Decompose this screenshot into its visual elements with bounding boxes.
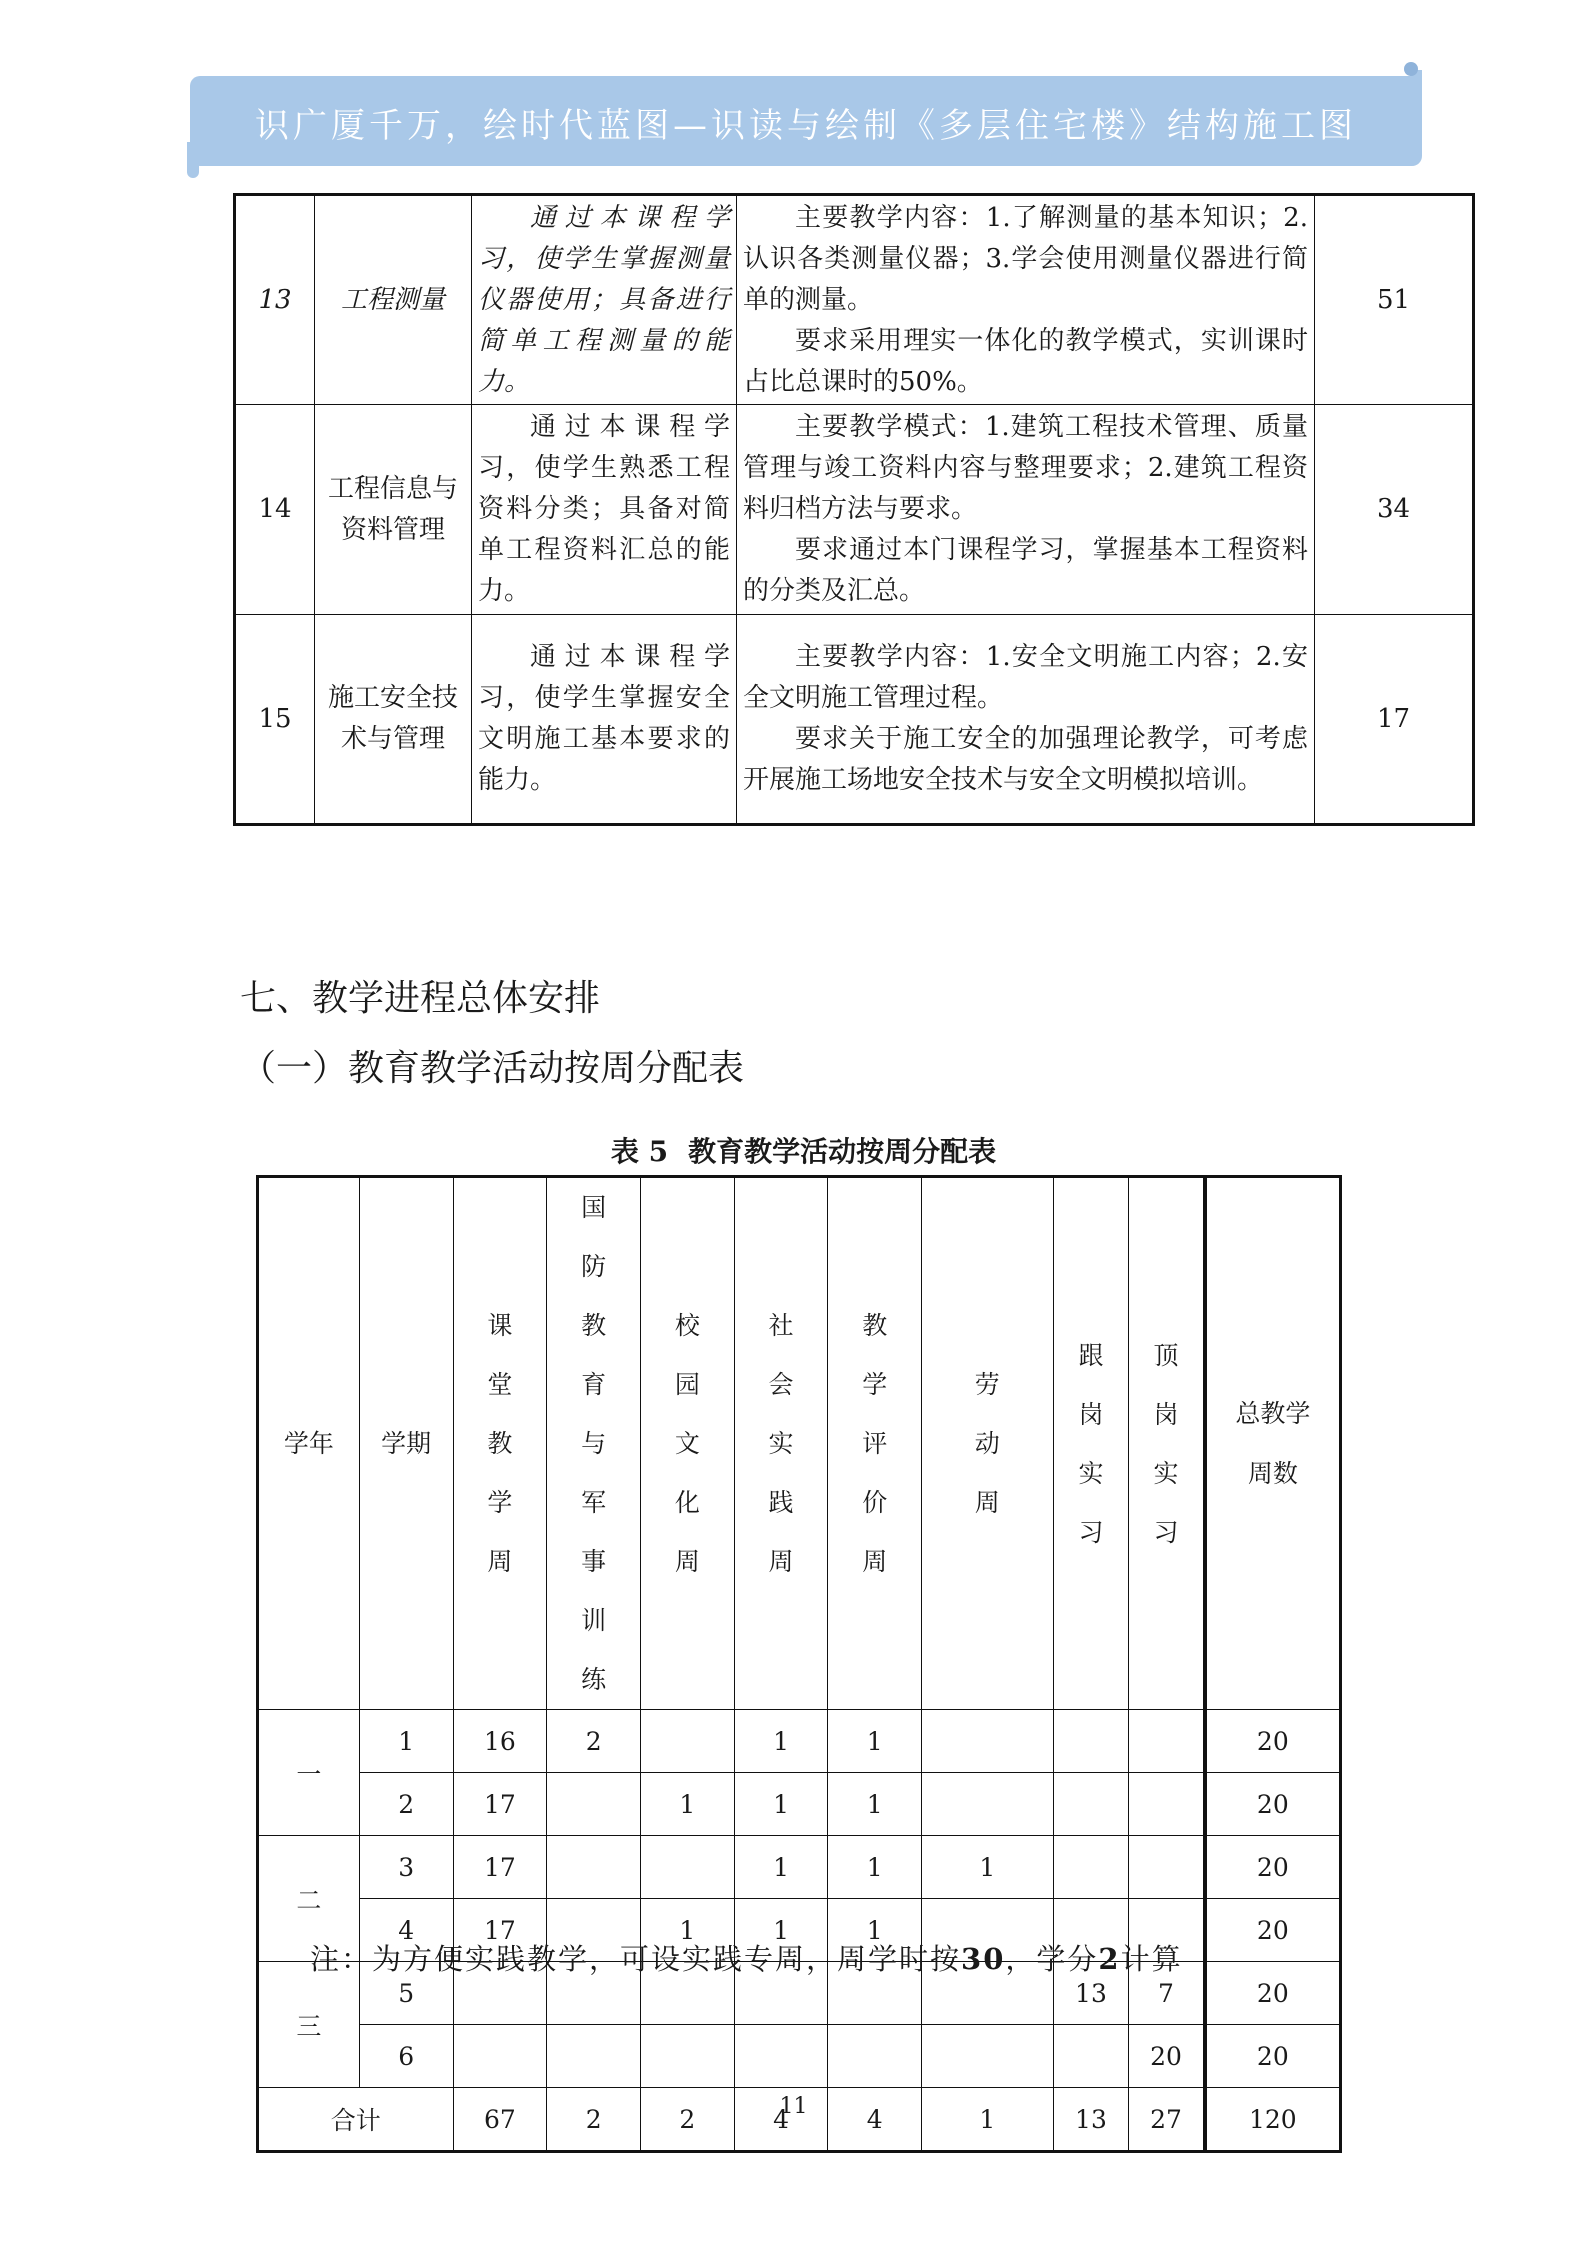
week-table-cell: 17 bbox=[453, 1836, 547, 1899]
section-heading: 七、教学进程总体安排 bbox=[240, 978, 601, 1019]
week-table-cell: 6 bbox=[359, 2025, 453, 2088]
note-credit: 2 bbox=[1098, 1942, 1121, 1976]
week-table-cell: 5 bbox=[359, 1962, 453, 2025]
week-table-cell: 1 bbox=[734, 1773, 828, 1836]
week-table-header-cell bbox=[258, 1177, 360, 1710]
week-table-cell bbox=[1129, 1773, 1205, 1836]
week-table-header-cell bbox=[734, 1177, 828, 1710]
sub-heading: （一）教育教学活动按周分配表 bbox=[240, 1048, 745, 1089]
week-table-cell bbox=[922, 1710, 1054, 1773]
note-prefix: 注：为方便实践教学，可设实践专周，周学时按 bbox=[310, 1942, 962, 1976]
week-table-cell: 17 bbox=[453, 1773, 547, 1836]
course-content-requirement: 要求关于施工安全的加强理论教学，可考虑开展施工场地安全技术与安全文明模拟培训。 bbox=[743, 724, 1308, 795]
week-table-cell: 1 bbox=[734, 1899, 828, 1962]
total-cell: 2 bbox=[547, 2088, 641, 2152]
week-table-cell: 3 bbox=[359, 1836, 453, 1899]
course-goal bbox=[472, 615, 737, 825]
week-table-cell: 20 bbox=[1205, 1899, 1341, 1962]
note-mid: ，学分 bbox=[1005, 1942, 1099, 1976]
course-hours: 51 bbox=[1315, 195, 1474, 405]
week-table-header-label: 总教学周数 bbox=[1235, 1398, 1311, 1488]
week-table-cell: 1 bbox=[734, 1710, 828, 1773]
week-table-cell bbox=[922, 2025, 1054, 2088]
total-cell: 4 bbox=[734, 2088, 828, 2152]
week-table-cell: 1 bbox=[828, 1773, 922, 1836]
note-suffix: 计算 bbox=[1120, 1942, 1183, 1976]
week-table-cell: 20 bbox=[1205, 2025, 1341, 2088]
week-table-cell: 20 bbox=[1205, 1962, 1341, 2025]
week-table-cell bbox=[640, 1710, 734, 1773]
week-table-cell bbox=[922, 1773, 1054, 1836]
week-table-cell: 7 bbox=[1129, 1962, 1205, 2025]
course-content-requirement: 要求通过本门课程学习，掌握基本工程资料的分类及汇总。 bbox=[743, 535, 1308, 606]
week-table-cell: 1 bbox=[640, 1773, 734, 1836]
week-table-cell: 1 bbox=[734, 1836, 828, 1899]
total-cell: 120 bbox=[1205, 2088, 1341, 2152]
week-table-cell: 4 bbox=[359, 1899, 453, 1962]
week-table-header-label: 劳动周 bbox=[974, 1370, 1000, 1517]
week-table-row bbox=[258, 1836, 1341, 1899]
total-label: 合计 bbox=[258, 2088, 454, 2152]
course-row bbox=[235, 615, 1474, 825]
course-number: 13 bbox=[235, 195, 315, 405]
course-name: 工程测量 bbox=[315, 195, 472, 405]
page-number: 11 bbox=[779, 2094, 808, 2119]
week-table-header-cell bbox=[547, 1177, 641, 1710]
course-content-main: 主要教学内容：1.安全文明施工内容；2.安全文明施工管理过程。 bbox=[743, 642, 1308, 713]
banner-title: 识广厦千万，绘时代蓝图—识读与绘制《多层住宅楼》结构施工图 bbox=[255, 106, 1357, 146]
week-table-cell bbox=[640, 2025, 734, 2088]
week-table-header-cell bbox=[359, 1177, 453, 1710]
week-table-cell bbox=[1129, 1836, 1205, 1899]
total-cell: 13 bbox=[1053, 2088, 1129, 2152]
week-table-cell: 1 bbox=[828, 1836, 922, 1899]
school-year-cell: 三 bbox=[258, 1962, 360, 2088]
course-goal-text: 通过本课程学习，使学生掌握安全文明施工基本要求的能力。 bbox=[478, 642, 730, 795]
course-content-main: 主要教学内容：1.了解测量的基本知识；2.认识各类测量仪器；3.学会使用测量仪器进行简单的测量。 bbox=[743, 202, 1308, 315]
week-table-header-cell bbox=[828, 1177, 922, 1710]
week-table-cell bbox=[734, 2025, 828, 2088]
week-table-header-label: 教学评价周 bbox=[862, 1311, 888, 1576]
total-cell: 67 bbox=[453, 2088, 547, 2152]
week-table-row bbox=[258, 1710, 1341, 1773]
week-table-cell: 20 bbox=[1205, 1773, 1341, 1836]
week-table-cell: 1 bbox=[922, 1836, 1054, 1899]
total-cell: 4 bbox=[828, 2088, 922, 2152]
total-cell: 2 bbox=[640, 2088, 734, 2152]
week-table-header-label: 课堂教学周 bbox=[487, 1311, 513, 1576]
week-table-cell: 1 bbox=[640, 1899, 734, 1962]
week-table-header-label: 国防教育与军事训练 bbox=[581, 1193, 607, 1694]
total-cell: 1 bbox=[922, 2088, 1054, 2152]
table-caption-title: 教育教学活动按周分配表 bbox=[688, 1135, 997, 1168]
table-note bbox=[310, 1937, 1183, 1978]
week-table-row bbox=[258, 1773, 1341, 1836]
course-content bbox=[737, 615, 1315, 825]
note-hours: 30 bbox=[961, 1942, 1006, 1976]
course-hours: 17 bbox=[1315, 615, 1474, 825]
course-goal bbox=[472, 405, 737, 615]
week-table-cell: 20 bbox=[1205, 1836, 1341, 1899]
week-table-cell: 2 bbox=[359, 1773, 453, 1836]
course-number: 15 bbox=[235, 615, 315, 825]
course-goal bbox=[472, 195, 737, 405]
week-table-header-row bbox=[258, 1177, 1341, 1710]
week-table-cell: 2 bbox=[547, 1710, 641, 1773]
school-year-cell: 二 bbox=[258, 1836, 360, 1962]
week-table-cell: 16 bbox=[453, 1710, 547, 1773]
week-table-header-cell bbox=[1129, 1177, 1205, 1710]
week-table-cell: 13 bbox=[1053, 1962, 1129, 2025]
week-table-cell: 17 bbox=[453, 1899, 547, 1962]
course-row bbox=[235, 195, 1474, 405]
course-goal-text: 通过本课程学习，使学生掌握测量仪器使用；具备进行简单工程测量的能力。 bbox=[478, 202, 730, 397]
course-table bbox=[233, 193, 1475, 826]
week-table-cell bbox=[1053, 1710, 1129, 1773]
week-table-header-cell bbox=[453, 1177, 547, 1710]
course-content-requirement: 要求采用理实一体化的教学模式，实训课时占比总课时的50%。 bbox=[743, 325, 1308, 397]
week-table-cell bbox=[828, 2025, 922, 2088]
course-hours: 34 bbox=[1315, 405, 1474, 615]
week-table-cell bbox=[1129, 1710, 1205, 1773]
week-table-cell bbox=[1053, 1773, 1129, 1836]
week-table-row bbox=[258, 2025, 1341, 2088]
week-table-header-label: 校园文化周 bbox=[674, 1311, 700, 1576]
week-table-header-cell bbox=[1053, 1177, 1129, 1710]
week-table-cell bbox=[453, 2025, 547, 2088]
week-allocation-table bbox=[256, 1175, 1342, 2153]
school-year-cell: 一 bbox=[258, 1710, 360, 1836]
week-table-cell: 20 bbox=[1129, 2025, 1205, 2088]
week-table-header-cell bbox=[640, 1177, 734, 1710]
week-table-header-cell bbox=[1205, 1177, 1341, 1710]
week-table-cell bbox=[1053, 1836, 1129, 1899]
week-table-cell bbox=[640, 1836, 734, 1899]
total-cell: 27 bbox=[1129, 2088, 1205, 2152]
banner-dot-decoration bbox=[1404, 62, 1418, 76]
course-name: 施工安全技术与管理 bbox=[315, 615, 472, 825]
course-content bbox=[737, 195, 1315, 405]
week-table-cell bbox=[547, 2025, 641, 2088]
header-banner bbox=[190, 76, 1422, 166]
week-table-header-label: 学期 bbox=[381, 1429, 432, 1458]
table-caption-label: 表 5 bbox=[610, 1135, 669, 1168]
week-table-cell bbox=[547, 1773, 641, 1836]
week-table-cell: 1 bbox=[359, 1710, 453, 1773]
week-table-cell: 1 bbox=[828, 1710, 922, 1773]
week-table-header-label: 社会实践周 bbox=[768, 1311, 794, 1576]
course-name: 工程信息与资料管理 bbox=[315, 405, 472, 615]
week-table-header-label: 学年 bbox=[283, 1429, 334, 1458]
course-row bbox=[235, 405, 1474, 615]
week-table-cell: 1 bbox=[828, 1899, 922, 1962]
course-goal-text: 通过本课程学习，使学生熟悉工程资料分类；具备对简单工程资料汇总的能力。 bbox=[478, 412, 730, 606]
week-table-header-cell bbox=[922, 1177, 1054, 1710]
table-caption bbox=[0, 1130, 1587, 1170]
course-number: 14 bbox=[235, 405, 315, 615]
week-table-cell bbox=[1053, 2025, 1129, 2088]
week-table-header-label: 顶岗实习 bbox=[1153, 1340, 1179, 1547]
week-table-header-label: 跟岗实习 bbox=[1078, 1340, 1104, 1547]
week-table-cell bbox=[547, 1836, 641, 1899]
course-content-main: 主要教学模式：1.建筑工程技术管理、质量管理与竣工资料内容与整理要求；2.建筑工程资料归档方法与要求。 bbox=[743, 412, 1308, 524]
course-content bbox=[737, 405, 1315, 615]
banner-tab-decoration bbox=[187, 142, 199, 178]
week-table-cell: 20 bbox=[1205, 1710, 1341, 1773]
